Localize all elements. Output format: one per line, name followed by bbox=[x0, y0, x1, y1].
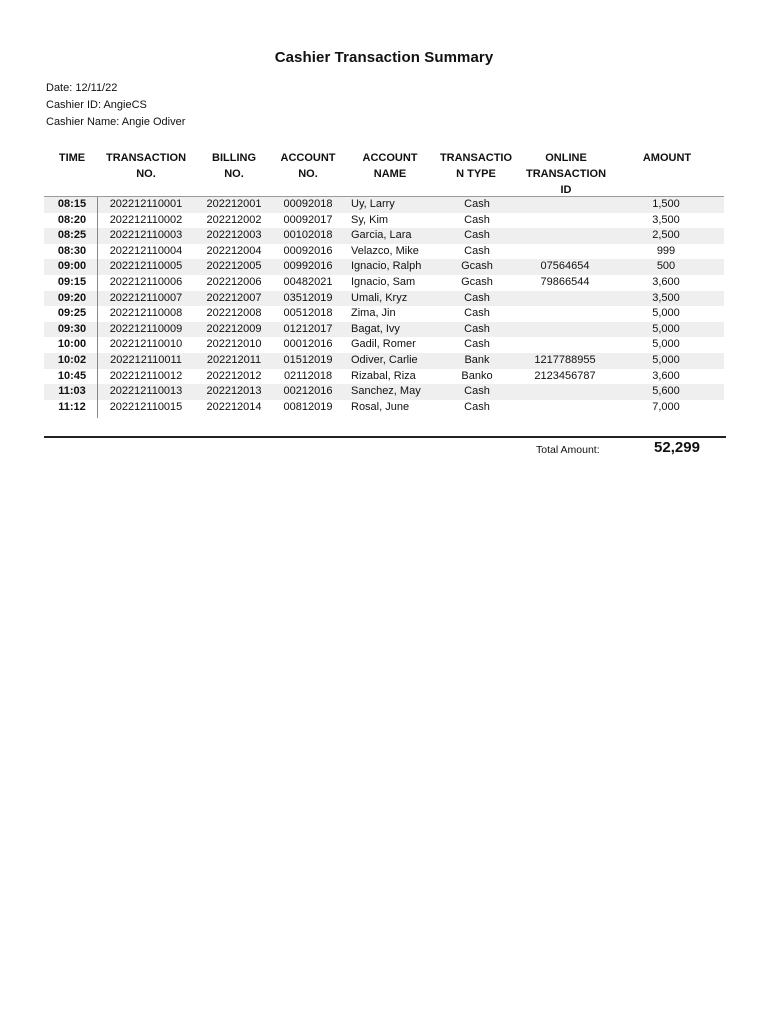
cell-account-no: 00012016 bbox=[283, 338, 333, 351]
table-row bbox=[44, 228, 724, 244]
cell-amount: 5,000 bbox=[652, 338, 680, 351]
cell-billing-no: 202212003 bbox=[206, 229, 262, 242]
cell-transaction-type: Cash bbox=[464, 244, 490, 257]
table-row bbox=[44, 213, 724, 229]
cell-time: 10:45 bbox=[57, 369, 87, 382]
table-row bbox=[44, 306, 724, 322]
cell-account-name: Velazco, Mike bbox=[351, 244, 419, 257]
cell-transaction-no: 202212110001 bbox=[109, 198, 183, 210]
cell-transaction-type: Cash bbox=[464, 400, 490, 413]
table-row bbox=[44, 322, 724, 338]
cell-time: 08:25 bbox=[57, 229, 87, 242]
cell-billing-no: 202212007 bbox=[206, 291, 262, 304]
report-date: Date: 12/11/22 bbox=[46, 82, 118, 94]
cell-transaction-no: 202212110013 bbox=[109, 385, 183, 398]
table-bottom-rule bbox=[44, 436, 726, 438]
header-billing-no: BILLING NO. bbox=[212, 152, 256, 180]
cell-account-no: 00102018 bbox=[283, 229, 333, 242]
cell-amount: 5,000 bbox=[652, 322, 680, 335]
cell-amount: 3,600 bbox=[652, 369, 680, 382]
cell-billing-no: 202212013 bbox=[206, 385, 262, 398]
cell-amount: 500 bbox=[656, 260, 676, 273]
cell-amount: 999 bbox=[656, 244, 676, 257]
table-row bbox=[44, 291, 724, 307]
cell-billing-no: 202212006 bbox=[206, 275, 262, 288]
cell-billing-no: 202212012 bbox=[206, 369, 262, 382]
cell-transaction-no: 202212110002 bbox=[109, 213, 183, 226]
cell-transaction-no: 202212110005 bbox=[109, 260, 183, 273]
cell-time: 09:30 bbox=[57, 322, 87, 335]
cell-billing-no: 202212008 bbox=[206, 307, 262, 320]
cell-transaction-type: Gcash bbox=[461, 275, 493, 288]
cell-amount: 5,000 bbox=[652, 307, 680, 320]
header-transaction-type: TRANSACTIO N TYPE bbox=[439, 152, 513, 180]
cell-amount: 5,000 bbox=[652, 353, 680, 366]
cell-account-no: 00992016 bbox=[283, 260, 333, 273]
cashier-id: Cashier ID: AngieCS bbox=[46, 99, 147, 111]
cell-time: 09:00 bbox=[57, 260, 87, 273]
cell-billing-no: 202212010 bbox=[206, 338, 262, 351]
cell-account-no: 00482021 bbox=[283, 275, 333, 288]
cell-time: 09:25 bbox=[57, 307, 87, 320]
table-row bbox=[44, 400, 724, 416]
cell-online-transaction-id: 1217788955 bbox=[534, 353, 596, 366]
cell-amount: 1,500 bbox=[652, 198, 680, 210]
time-column-divider bbox=[97, 197, 98, 418]
table-row bbox=[44, 337, 724, 353]
cell-online-transaction-id: 07564654 bbox=[540, 260, 590, 273]
cell-billing-no: 202212001 bbox=[206, 198, 262, 210]
cell-billing-no: 202212002 bbox=[206, 213, 262, 226]
transaction-table-body bbox=[44, 197, 724, 415]
cell-amount: 3,600 bbox=[652, 275, 680, 288]
cell-transaction-no: 202212110011 bbox=[110, 353, 182, 366]
cell-transaction-type: Cash bbox=[464, 213, 490, 226]
cell-account-no: 00092018 bbox=[283, 198, 333, 210]
cell-transaction-type: Gcash bbox=[461, 260, 493, 273]
cell-account-name: Bagat, Ivy bbox=[351, 322, 400, 335]
cell-billing-no: 202212004 bbox=[206, 244, 262, 257]
cell-billing-no: 202212011 bbox=[206, 353, 262, 366]
cell-amount: 5,600 bbox=[652, 385, 680, 398]
cell-transaction-no: 202212110004 bbox=[109, 244, 183, 257]
cell-account-name: Rosal, June bbox=[351, 400, 410, 413]
cell-account-no: 01212017 bbox=[283, 322, 333, 335]
total-amount-label: Total Amount: bbox=[536, 444, 600, 456]
cell-online-transaction-id: 2123456787 bbox=[534, 369, 596, 382]
cashier-name: Cashier Name: Angie Odiver bbox=[46, 116, 186, 128]
cell-account-name: Ignacio, Ralph bbox=[351, 260, 422, 273]
cell-amount: 7,000 bbox=[652, 400, 680, 413]
cell-amount: 2,500 bbox=[652, 229, 680, 242]
cell-time: 08:20 bbox=[57, 213, 87, 226]
table-row bbox=[44, 384, 724, 400]
cell-transaction-type: Cash bbox=[464, 385, 490, 398]
cell-account-name: Sanchez, May bbox=[351, 385, 421, 398]
cell-amount: 3,500 bbox=[652, 213, 680, 226]
cell-transaction-type: Cash bbox=[464, 322, 490, 335]
cell-online-transaction-id: 79866544 bbox=[540, 275, 590, 288]
cell-account-name: Garcia, Lara bbox=[351, 229, 412, 242]
header-account-name: ACCOUNT NAME bbox=[362, 152, 418, 180]
cell-time: 11:03 bbox=[58, 385, 86, 398]
cell-amount: 3,500 bbox=[652, 291, 680, 304]
cell-account-name: Umali, Kryz bbox=[351, 291, 408, 304]
cell-transaction-no: 202212110007 bbox=[109, 291, 183, 304]
cell-account-name: Rizabal, Riza bbox=[351, 369, 416, 382]
cell-account-no: 00212016 bbox=[283, 385, 333, 398]
cell-account-name: Gadil, Romer bbox=[351, 338, 416, 351]
cell-time: 08:30 bbox=[57, 244, 87, 257]
cell-transaction-no: 202212110003 bbox=[109, 229, 183, 242]
cell-transaction-type: Cash bbox=[464, 338, 490, 351]
cell-transaction-no: 202212110012 bbox=[109, 369, 183, 382]
table-row bbox=[44, 353, 724, 369]
cell-account-name: Uy, Larry bbox=[351, 198, 395, 210]
cell-account-no: 01512019 bbox=[283, 353, 333, 366]
cell-account-name: Sy, Kim bbox=[351, 213, 389, 226]
header-amount: AMOUNT bbox=[642, 152, 692, 164]
table-row bbox=[44, 244, 724, 260]
cell-account-name: Ignacio, Sam bbox=[351, 275, 416, 288]
cell-account-name: Odiver, Carlie bbox=[351, 353, 418, 366]
cell-time: 09:15 bbox=[57, 275, 87, 288]
cell-billing-no: 202212009 bbox=[206, 322, 262, 335]
table-row bbox=[44, 197, 724, 213]
cell-time: 08:15 bbox=[57, 198, 87, 210]
cell-time: 10:02 bbox=[57, 353, 87, 366]
cell-transaction-no: 202212110006 bbox=[109, 275, 183, 288]
header-account-no: ACCOUNT NO. bbox=[280, 152, 336, 180]
cell-transaction-no: 202212110008 bbox=[109, 307, 183, 320]
cell-transaction-type: Cash bbox=[464, 229, 490, 242]
page-title: Cashier Transaction Summary bbox=[274, 49, 494, 66]
table-row bbox=[44, 369, 724, 385]
header-transaction-no: TRANSACTION NO. bbox=[105, 152, 187, 180]
table-row bbox=[44, 275, 724, 291]
header-time: TIME bbox=[58, 152, 86, 164]
cell-account-no: 00092017 bbox=[283, 213, 333, 226]
cell-account-no: 00812019 bbox=[283, 400, 333, 413]
cell-transaction-no: 202212110010 bbox=[109, 338, 183, 351]
cell-account-no: 00512018 bbox=[283, 307, 333, 320]
cell-account-name: Zima, Jin bbox=[351, 307, 396, 320]
cell-account-no: 03512019 bbox=[283, 291, 333, 304]
cell-billing-no: 202212005 bbox=[206, 260, 262, 273]
cell-transaction-type: Bank bbox=[464, 353, 490, 366]
table-row bbox=[44, 259, 724, 275]
cell-time: 09:20 bbox=[57, 291, 87, 304]
cell-transaction-no: 202212110015 bbox=[109, 400, 183, 413]
total-amount-value: 52,299 bbox=[654, 439, 700, 456]
cell-transaction-type: Cash bbox=[464, 307, 490, 320]
cell-transaction-no: 202212110009 bbox=[109, 322, 183, 335]
cell-account-no: 00092016 bbox=[283, 244, 333, 257]
cell-time: 11:12 bbox=[58, 400, 86, 413]
cell-transaction-type: Banko bbox=[461, 369, 493, 382]
cell-transaction-type: Cash bbox=[464, 198, 490, 210]
cell-transaction-type: Cash bbox=[464, 291, 490, 304]
cell-account-no: 02112018 bbox=[283, 369, 333, 382]
cell-time: 10:00 bbox=[57, 338, 87, 351]
cell-billing-no: 202212014 bbox=[206, 400, 262, 413]
header-online-transaction-id: ONLINE TRANSACTION ID bbox=[525, 152, 607, 196]
